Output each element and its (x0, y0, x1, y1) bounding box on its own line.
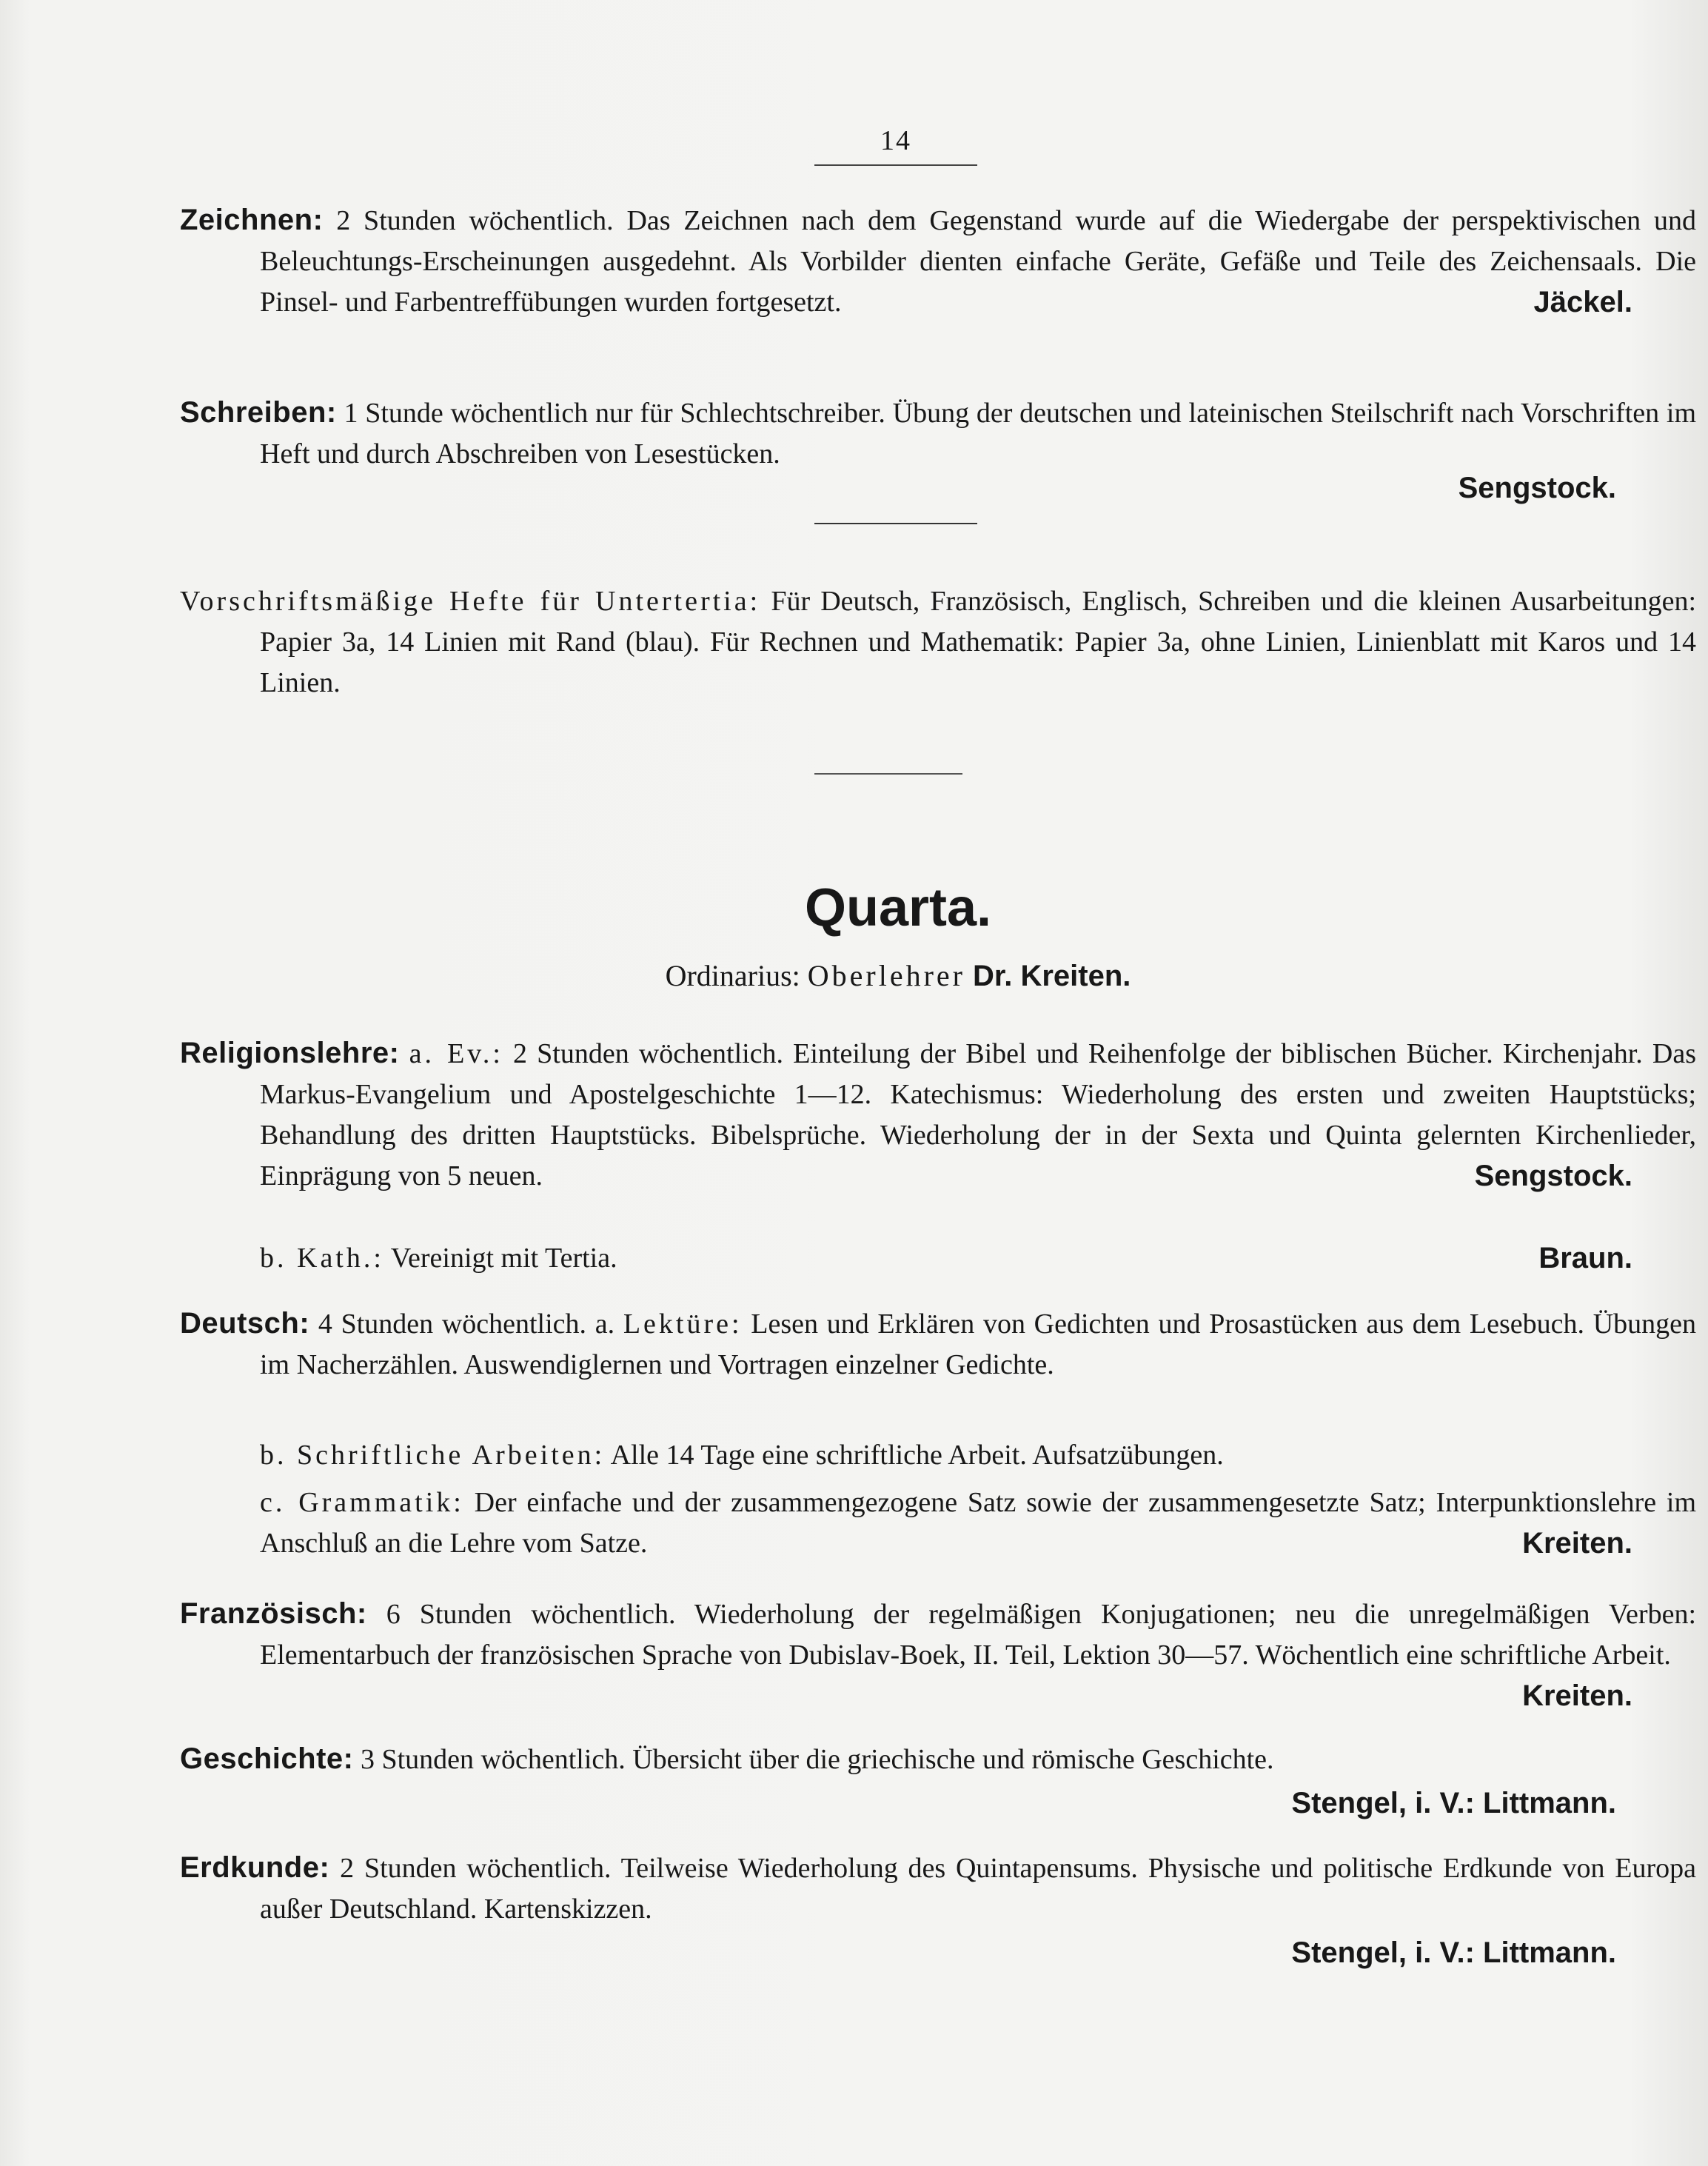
text-deutsch-grammatik: Der einfache und der zusammengezogene Satz sowie der zusammengesetzte Satz; Interpunktionslehre im Anschluß an die Lehre vom Satze. (260, 1487, 1696, 1559)
label-deutsch-schriftlich: b. Schriftliche Arbeiten: (260, 1440, 606, 1471)
text-zeichnen: 2 Stunden wöchentlich. Das Zeichnen nach dem Gegenstand wurde auf die Wiedergabe der perspektivischen und Beleuchtungs-Erscheinungen ausgedehnt. Als Vorbilder dienten einfache Geräte, Gefäße und Teile des Zeichensaals. Die Pinsel- und Farbentreffübungen wurden fortgesetzt. (260, 205, 1696, 318)
ordinarius-label: Ordinarius: (665, 959, 800, 992)
text-religion-ev: 2 Stunden wöchentlich. Einteilung der Bibel und Reihenfolge der biblischen Bücher. Kirchenjahr. Das Markus-Evangelium und Apostelgeschichte 1—12. Katechismus: Wiederholung des ersten und zweiten Hauptstücks; Behandlung des dritten Hauptstücks. Bibelsprüche. Wiederholung der in der Sexta und Quinta gelernten Kirchenlieder, Einprägung von 5 neuen. (260, 1038, 1697, 1191)
teacher-zeichnen: Jäckel. (1533, 286, 1632, 318)
label-deutsch-grammatik: c. Grammatik: (260, 1487, 464, 1518)
section-franzoesisch (180, 1594, 1696, 1717)
label-religion-kath: b. Kath.: (260, 1243, 384, 1274)
text-erdkunde: 2 Stunden wöchentlich. Teilweise Wiederholung des Quintapensums. Physische und politische Erdkunde von Europa außer Deutschland. Kartenskizzen. (260, 1853, 1697, 1925)
section-deutsch (180, 1303, 1696, 1385)
signature-erdkunde (180, 1933, 1680, 1974)
text-religion-kath: Vereinigt mit Tertia. (390, 1243, 617, 1274)
deutsch-schriftlich-line (180, 1435, 1696, 1476)
section-zeichnen (180, 200, 1696, 323)
section-geschichte (180, 1739, 1696, 1780)
label-vorschriften: Vorschriftsmäßige Hefte für Untertertia: (180, 586, 761, 617)
section-divider-2 (814, 773, 962, 775)
teacher-geschichte: Stengel, i. V.: Littmann. (1291, 1787, 1616, 1819)
text-vorschriften: Für Deutsch, Französisch, Englisch, Schreiben und die kleinen Ausarbeitungen: Papier 3a, 14 Linien mit Rand (blau). Für Rechnen und Mathematik: Papier 3a, ohne Linien, Linienblatt mit Karos und 14 Linien. (260, 586, 1697, 698)
teacher-religion-kath: Braun. (1538, 1242, 1632, 1274)
section-erdkunde (180, 1848, 1696, 1930)
ordinarius-rank: Oberlehrer (807, 959, 965, 992)
deutsch-intro: 4 Stunden wöchentlich. a. (318, 1308, 615, 1340)
heading-deutsch: Deutsch: (180, 1307, 310, 1340)
section-vorschriften (180, 581, 1696, 703)
teacher-erdkunde: Stengel, i. V.: Littmann. (1291, 1936, 1616, 1969)
text-franzoesisch: 6 Stunden wöchentlich. Wiederholung der regelmäßigen Konjugationen; neu die unregelmäßigen Verben: Elementarbuch der französischen Sprache von Dubislav-Boek, II. Teil, Lektion 30—57. Wöchentlich eine schriftliche Arbeit. (260, 1599, 1696, 1671)
heading-zeichnen: Zeichnen: (180, 204, 324, 236)
ordinarius-name: Dr. Kreiten. (973, 960, 1131, 992)
signature-geschichte (180, 1783, 1680, 1825)
teacher-franzoesisch: Kreiten. (1522, 1679, 1632, 1712)
ordinarius-line (180, 958, 1616, 993)
section-schreiben (180, 392, 1696, 475)
section-divider (814, 523, 977, 524)
heading-erdkunde: Erdkunde: (180, 1851, 330, 1884)
text-schreiben: 1 Stunde wöchentlich nur für Schlechtschreiber. Übung der deutschen und lateinischen Steilschrift nach Vorschriften im Heft und durch Abschreiben von Lesestücken. (260, 398, 1697, 469)
teacher-religion-ev: Sengstock. (1474, 1160, 1632, 1192)
heading-religion: Religionslehre: (180, 1037, 400, 1069)
class-title: Quarta. (804, 878, 992, 937)
heading-schreiben: Schreiben: (180, 396, 337, 429)
text-deutsch-lektuere: Lesen und Erklären von Gedichten und Prosastücken aus dem Lesebuch. Übungen im Nacherzählen. Auswendiglernen und Vortragen einzelner Gedichte. (260, 1308, 1697, 1380)
page-number-rule (814, 164, 977, 166)
section-religion (180, 1033, 1696, 1197)
text-geschichte: 3 Stunden wöchentlich. Übersicht über die griechische und römische Geschichte. (360, 1744, 1274, 1775)
label-deutsch-lektuere: Lektüre: (623, 1308, 743, 1340)
teacher-deutsch: Kreiten. (1522, 1527, 1632, 1560)
heading-geschichte: Geschichte: (180, 1742, 354, 1775)
heading-franzoesisch: Französisch: (180, 1597, 367, 1630)
teacher-schreiben: Sengstock. (1458, 472, 1616, 504)
religion-kath-line (180, 1238, 1696, 1279)
page-number: 14 (880, 125, 911, 156)
text-deutsch-schriftlich: Alle 14 Tage eine schriftliche Arbeit. Aufsatzübungen. (610, 1440, 1224, 1471)
deutsch-grammatik-line (180, 1483, 1696, 1564)
label-religion-ev: a. Ev.: (409, 1038, 503, 1069)
signature-schreiben (180, 468, 1680, 509)
